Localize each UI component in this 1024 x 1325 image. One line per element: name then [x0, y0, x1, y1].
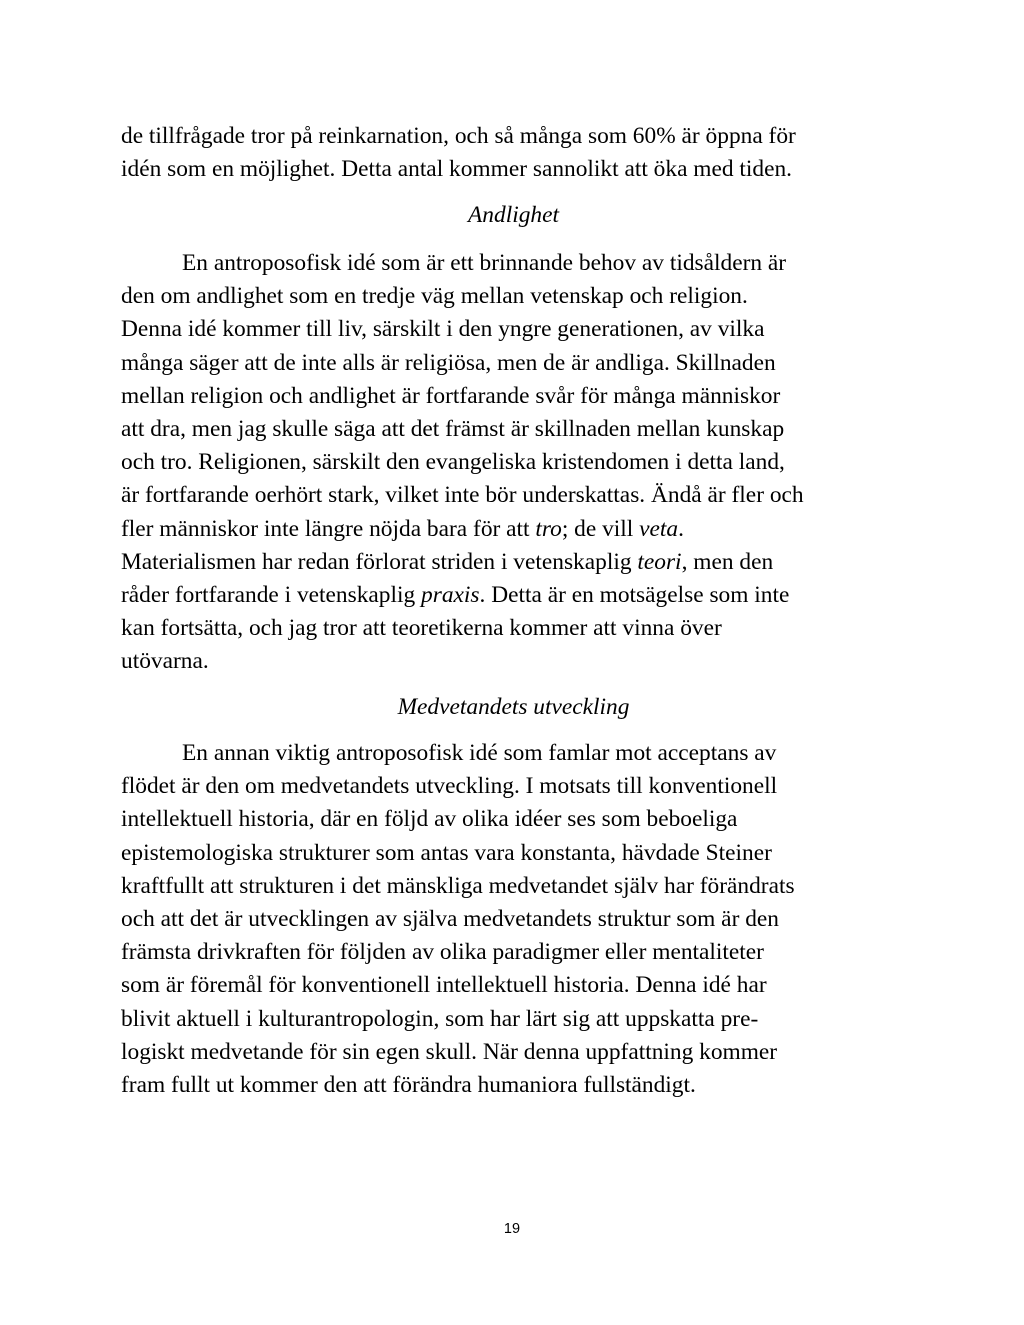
text-run: råder fortfarande i vetenskaplig [121, 581, 422, 608]
text-line: den om andlighet som en tredje väg mellan vetenskap och religion. [121, 283, 748, 310]
text-run: ; de vill [561, 515, 640, 542]
section-heading-andlighet: Andlighet [468, 202, 559, 228]
text-line: mellan religion och andlighet är fortfarande svår för många människor [121, 382, 781, 409]
text-line: kan fortsätta, och jag tror att teoretikerna kommer att vinna över [121, 615, 722, 642]
text-run: fler människor inte längre nöjda bara för att [121, 515, 536, 542]
text-line [121, 546, 906, 579]
emphasis-tro: tro [535, 515, 562, 542]
emphasis-teori: teori [637, 548, 682, 575]
paragraph-andlighet [121, 247, 906, 678]
text-line: utövarna. [121, 648, 209, 675]
text-line [121, 513, 906, 546]
text-line: som är föremål för konventionell intellektuell historia. Denna idé har [121, 972, 767, 999]
text-line: blivit aktuell i kulturantropologin, som har lärt sig att uppskatta pre- [121, 1005, 759, 1032]
text-run: Materialismen har redan förlorat striden i vetenskaplig [121, 548, 638, 575]
text-line: de tillfrågade tror på reinkarnation, och så många som 60% är öppna för [121, 123, 796, 149]
paragraph-continued [121, 120, 906, 186]
text-line [121, 579, 906, 612]
text-run: , men den [681, 548, 774, 575]
emphasis-praxis: praxis [421, 581, 480, 608]
text-line: många säger att de inte alls är religiösa, men de är andliga. Skillnaden [121, 349, 776, 376]
text-line: är fortfarande oerhört stark, vilket inte bör underskattas. Ändå är fler och [121, 482, 804, 509]
text-line: logiskt medvetande för sin egen skull. När denna uppfattning kommer [121, 1038, 778, 1065]
text-line: och att det är utvecklingen av själva medvetandets struktur som är den [121, 905, 779, 932]
text-run: . [678, 515, 684, 542]
text-line: flödet är den om medvetandets utveckling. I motsats till konventionell [121, 773, 778, 800]
paragraph-medvetandets-utveckling [121, 737, 906, 1102]
text-line: att dra, men jag skulle säga att det främst är skillnaden mellan kunskap [121, 415, 785, 442]
text-line: En annan viktig antroposofisk idé som famlar mot acceptans av [182, 740, 777, 766]
emphasis-veta: veta [639, 515, 679, 542]
text-run: . Detta är en motsägelse som inte [479, 581, 790, 608]
text-line: och tro. Religionen, särskilt den evangeliska kristendomen i detta land, [121, 449, 785, 476]
text-line: idén som en möjlighet. Detta antal kommer sannolikt att öka med tiden. [121, 156, 793, 183]
text-line: epistemologiska strukturer som antas vara konstanta, hävdade Steiner [121, 839, 772, 866]
text-line: främsta drivkraften för följden av olika paradigmer eller mentaliteter [121, 939, 764, 966]
text-line: fram fullt ut kommer den att förändra humaniora fullständigt. [121, 1071, 696, 1098]
page-number: 19 [503, 1221, 521, 1237]
section-heading-medvetandets-utveckling: Medvetandets utveckling [397, 694, 630, 720]
text-line: Denna idé kommer till liv, särskilt i den yngre generationen, av vilka [121, 316, 765, 343]
text-line: intellektuell historia, där en följd av olika idéer ses som beboeliga [121, 806, 738, 833]
text-line: kraftfullt att strukturen i det mänskliga medvetandet själv har förändrats [121, 872, 795, 899]
text-line: En antroposofisk idé som är ett brinnande behov av tidsåldern är [182, 250, 787, 276]
